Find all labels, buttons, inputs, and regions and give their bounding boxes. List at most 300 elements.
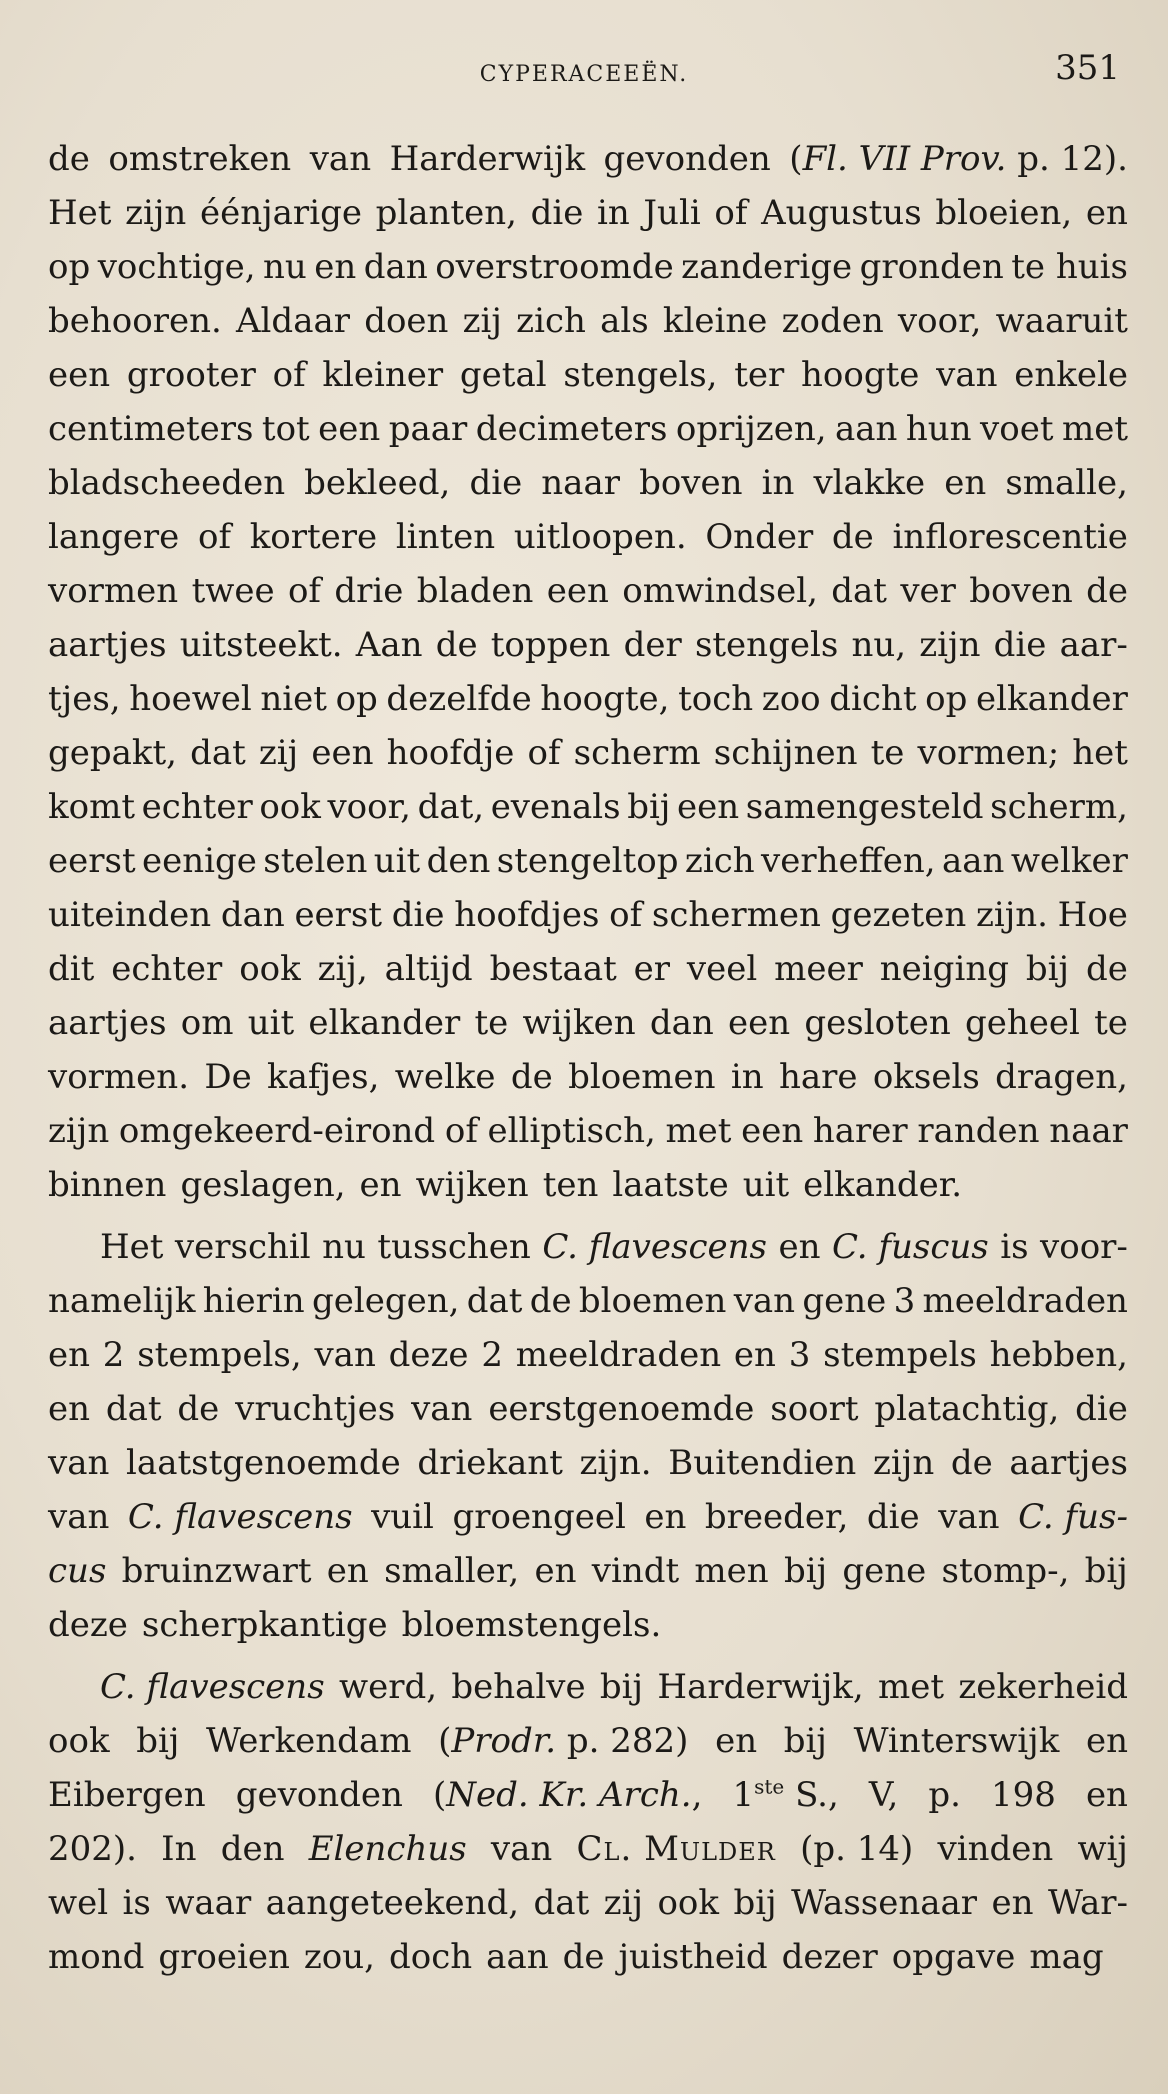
- word: bij: [733, 1883, 777, 1923]
- text-line: [48, 1660, 1128, 1714]
- word: of: [714, 193, 748, 233]
- word: gepakt,: [48, 733, 177, 773]
- word: behalve: [451, 1667, 586, 1707]
- word: dicht: [829, 679, 917, 719]
- word: eerstgenoemde: [488, 1389, 755, 1429]
- word: C. flavescens: [100, 1667, 325, 1707]
- word: dat,: [417, 787, 485, 827]
- word: de: [435, 625, 478, 665]
- word: ook: [48, 1721, 110, 1761]
- word: in: [761, 463, 795, 503]
- word: de: [48, 139, 90, 179]
- word: bruinzwart: [121, 1551, 312, 1591]
- word: bij: [627, 787, 671, 827]
- word: uit: [247, 1003, 295, 1043]
- word: die: [530, 193, 584, 233]
- word: Juli: [643, 193, 701, 233]
- word: dat: [190, 733, 246, 773]
- text-line: [48, 1382, 1128, 1436]
- word: vormen.: [48, 1057, 189, 1097]
- text-line: [48, 1050, 1128, 1104]
- word: te: [1094, 1003, 1128, 1043]
- word: of: [272, 355, 306, 395]
- word: omstreken: [108, 139, 292, 179]
- word: bij: [783, 1551, 828, 1591]
- word: verschil: [174, 1227, 311, 1267]
- word: aartjes: [48, 1003, 167, 1043]
- word: omgekeerd-eirond: [118, 1111, 436, 1151]
- word: uit: [373, 841, 421, 881]
- word: stempels: [823, 1335, 977, 1375]
- body-text: [48, 132, 1128, 1984]
- word: voor,: [897, 301, 982, 341]
- word: die: [993, 625, 1047, 665]
- word: vruchtjes: [235, 1389, 396, 1429]
- word: Buitendien: [668, 1443, 857, 1483]
- word: V,: [868, 1775, 899, 1815]
- word: uiteinden: [48, 895, 212, 935]
- word: aangeteekend,: [265, 1883, 520, 1923]
- word: en: [644, 1497, 687, 1537]
- word: Aldaar: [236, 301, 350, 341]
- text-line: [48, 564, 1128, 618]
- word: namelijk: [48, 1281, 196, 1321]
- word: hoogte,: [540, 679, 670, 719]
- word: War-: [1047, 1883, 1128, 1923]
- running-title: CYPERACEEËN.: [479, 62, 689, 87]
- word: vuil: [371, 1497, 434, 1537]
- word: een: [546, 571, 609, 611]
- word: Eibergen: [48, 1775, 206, 1815]
- word: en: [1085, 193, 1128, 233]
- word: zijn.: [975, 895, 1048, 935]
- text-line: [48, 348, 1128, 402]
- word: van: [938, 1497, 1000, 1537]
- word: kleiner: [322, 355, 444, 395]
- word: planten,: [375, 193, 517, 233]
- word: voor,: [327, 787, 411, 827]
- word: meeldraden: [515, 1335, 722, 1375]
- word: en: [359, 1165, 402, 1205]
- word: is: [1000, 1227, 1029, 1267]
- word: bekleed,: [304, 463, 451, 503]
- word: overstroomde: [435, 247, 674, 287]
- word: gezeten: [830, 895, 967, 935]
- word: op: [335, 679, 378, 719]
- text-line: [48, 996, 1128, 1050]
- text-line: [48, 402, 1128, 456]
- word: voet: [980, 409, 1054, 449]
- word: om: [180, 1003, 234, 1043]
- paragraph: [48, 1220, 1128, 1652]
- word: zoo: [761, 679, 821, 719]
- word: en: [48, 1389, 91, 1429]
- word: hebben,: [989, 1335, 1128, 1375]
- word: Het: [48, 193, 112, 233]
- text-line: [48, 834, 1128, 888]
- word: Werkendam: [206, 1721, 412, 1761]
- word: boven: [639, 463, 743, 503]
- text-line: [48, 1768, 1128, 1822]
- word: (Prodr. p. 282): [438, 1721, 689, 1761]
- word: binnen: [48, 1165, 167, 1205]
- word: als: [600, 301, 649, 341]
- word: uit: [742, 1165, 790, 1205]
- word: breeder,: [704, 1497, 849, 1537]
- word: Onder: [705, 517, 814, 557]
- word: en: [534, 1551, 577, 1591]
- text-line: [48, 780, 1128, 834]
- word: welker: [1010, 841, 1128, 881]
- word: laatstgenoemde: [126, 1443, 401, 1483]
- word: te: [474, 1003, 509, 1043]
- word: oprijzen,: [675, 409, 827, 449]
- word: de: [1086, 571, 1128, 611]
- word: bloemen: [568, 1057, 716, 1097]
- word: van: [48, 1443, 110, 1483]
- word: of: [197, 517, 232, 557]
- word: zij,: [317, 949, 368, 989]
- word: een: [318, 409, 381, 449]
- word: scherm,: [990, 787, 1128, 827]
- word: ook: [259, 787, 321, 827]
- word: waar: [165, 1883, 252, 1923]
- word: ter: [734, 355, 785, 395]
- word: welke: [394, 1057, 496, 1097]
- word: (Fl. VII Prov. p. 12).: [789, 139, 1128, 179]
- word: met: [1061, 409, 1128, 449]
- word: een: [48, 355, 111, 395]
- word: 3: [788, 1335, 811, 1375]
- word: hierin: [202, 1281, 305, 1321]
- word: dan: [363, 247, 428, 287]
- word: zij: [603, 1883, 644, 1923]
- word: en: [314, 247, 357, 287]
- text-line: [48, 1822, 1128, 1876]
- word: aan: [486, 1937, 549, 1977]
- text-line: [48, 672, 1128, 726]
- word: 2: [102, 1335, 125, 1375]
- word: of: [287, 571, 321, 611]
- word: boven: [969, 571, 1073, 611]
- word: bij: [783, 1721, 827, 1761]
- word: ook: [239, 949, 301, 989]
- word: mag: [1029, 1937, 1104, 1977]
- text-line: [48, 726, 1128, 780]
- word: zijn: [919, 625, 981, 665]
- word: deze: [388, 1335, 469, 1375]
- word: schermen: [651, 895, 821, 935]
- word: die: [1075, 1389, 1128, 1429]
- word: vindt: [591, 1551, 680, 1591]
- word: driekant: [417, 1443, 563, 1483]
- text-line: [48, 1220, 1128, 1274]
- word: bij: [136, 1721, 180, 1761]
- text-line: [48, 1876, 1128, 1930]
- word: getal: [459, 355, 547, 395]
- word: (p. 14): [800, 1829, 914, 1869]
- word: hoofdje: [386, 733, 515, 773]
- word: Augustus: [761, 193, 922, 233]
- word: inflorescentie: [892, 517, 1128, 557]
- text-line: [48, 1490, 1128, 1544]
- word: 2: [481, 1335, 503, 1375]
- word: evenals: [490, 787, 621, 827]
- word: hare: [778, 1057, 858, 1097]
- word: toch: [678, 679, 754, 719]
- word: gesloten: [804, 1003, 951, 1043]
- word: of: [444, 1111, 478, 1151]
- word: C. fuscus: [831, 1227, 989, 1267]
- word: naar: [541, 463, 620, 503]
- word: stempels,: [137, 1335, 302, 1375]
- word: C. flavescens: [127, 1497, 353, 1537]
- word: en: [48, 1335, 91, 1375]
- word: van: [936, 355, 998, 395]
- word: de: [562, 1937, 605, 1977]
- word: een: [728, 1003, 791, 1043]
- word: bloemen: [578, 1281, 727, 1321]
- word: hun: [905, 409, 972, 449]
- word: zijn: [48, 1111, 110, 1151]
- word: eenige: [141, 841, 257, 881]
- word: decimeters: [475, 409, 668, 449]
- word: grooter: [126, 355, 256, 395]
- word: aartjes: [48, 625, 167, 665]
- word: aartjes: [1009, 1443, 1128, 1483]
- word: dit: [48, 949, 95, 989]
- text-line: [48, 888, 1128, 942]
- word: in: [730, 1057, 764, 1097]
- word: laatste: [612, 1165, 729, 1205]
- word: bladen: [416, 571, 534, 611]
- word: smalle,: [1005, 463, 1128, 503]
- word: aan: [942, 841, 1005, 881]
- text-line: [48, 240, 1128, 294]
- word: zoden: [781, 301, 884, 341]
- text-line: [48, 1328, 1128, 1382]
- word: in: [596, 193, 630, 233]
- word: te: [870, 733, 905, 773]
- word: behooren.: [48, 301, 222, 341]
- text-line: [48, 1274, 1128, 1328]
- word: de: [831, 517, 874, 557]
- word: komt: [48, 787, 135, 827]
- word: van: [48, 1497, 110, 1537]
- word: de: [1085, 949, 1128, 989]
- word: gronden: [859, 247, 1004, 287]
- word: omwindsel,: [622, 571, 818, 611]
- word: drie: [334, 571, 404, 611]
- word: die: [866, 1497, 920, 1537]
- word: mond: [48, 1937, 145, 1977]
- word: kortere: [249, 517, 378, 557]
- word: kleine: [662, 301, 768, 341]
- word: juistheid: [618, 1937, 768, 1977]
- word: gevonden: [235, 1775, 403, 1815]
- word: op: [925, 679, 968, 719]
- word: van: [411, 1389, 473, 1429]
- word: der: [623, 625, 682, 665]
- word: zij: [258, 733, 299, 773]
- word: en: [715, 1721, 758, 1761]
- word: vlakke: [813, 463, 926, 503]
- word: en: [1085, 1775, 1128, 1815]
- text-line: [48, 510, 1128, 564]
- word: zanderige: [681, 247, 853, 287]
- word: de: [950, 1443, 993, 1483]
- word: opgave: [891, 1937, 1016, 1977]
- word: en: [944, 463, 987, 503]
- word: In: [161, 1829, 197, 1869]
- word: men: [694, 1551, 769, 1591]
- word: Cl. Mulder: [576, 1829, 776, 1869]
- word: een: [311, 733, 374, 773]
- word: uitloopen.: [513, 517, 687, 557]
- word: p.: [928, 1775, 961, 1815]
- word: De: [204, 1057, 252, 1097]
- word: meer: [774, 949, 863, 989]
- word: vochtige,: [97, 247, 256, 287]
- word: waaruit: [995, 301, 1128, 341]
- word: bloemstengels.: [401, 1605, 662, 1645]
- word: doen: [364, 301, 449, 341]
- word: wij: [1077, 1829, 1128, 1869]
- word: bloeien,: [935, 193, 1073, 233]
- text-line: [48, 1158, 1128, 1212]
- word: te huis: [1011, 247, 1128, 287]
- word: cus: [48, 1551, 107, 1591]
- word: dan: [649, 1003, 714, 1043]
- word: vinden: [937, 1829, 1054, 1869]
- word: 198: [990, 1775, 1056, 1815]
- word: aar-: [1059, 625, 1128, 665]
- word: werd,: [338, 1667, 438, 1707]
- word: en: [733, 1335, 776, 1375]
- word: uitsteekt.: [179, 625, 343, 665]
- word: smaller,: [384, 1551, 520, 1591]
- word: die: [391, 895, 445, 935]
- word: C. fus-: [1018, 1497, 1128, 1537]
- word: verheffen,: [761, 841, 936, 881]
- word: nu: [263, 247, 307, 287]
- word: bladscheeden: [48, 463, 286, 503]
- word: van: [309, 139, 372, 179]
- word: ook: [657, 1883, 719, 1923]
- word: Hoe: [1057, 895, 1128, 935]
- word: dezer: [781, 1937, 878, 1977]
- word: randen: [917, 1111, 1040, 1151]
- word: en: [326, 1551, 369, 1591]
- word: en: [991, 1883, 1034, 1923]
- word: of: [609, 895, 643, 935]
- word: hoewel: [129, 679, 252, 719]
- text-line: [48, 186, 1128, 240]
- word: (Ned. Kr. Arch.,: [433, 1775, 703, 1815]
- text-line: [48, 1598, 1128, 1652]
- word: dat: [831, 571, 887, 611]
- word: elkander: [308, 1003, 461, 1043]
- word: wel: [48, 1883, 109, 1923]
- word: Het: [100, 1227, 164, 1267]
- text-line: [48, 942, 1128, 996]
- text-line: [48, 1544, 1128, 1598]
- word: zijn: [872, 1443, 935, 1483]
- word: de: [510, 1057, 553, 1097]
- word: echter: [141, 787, 253, 827]
- word: neiging: [879, 949, 1009, 989]
- word: niet: [260, 679, 327, 719]
- word: nu,: [851, 625, 907, 665]
- word: met: [877, 1667, 945, 1707]
- word: dezelfde: [386, 679, 532, 719]
- text-line: [48, 618, 1128, 672]
- word: twee: [191, 571, 275, 611]
- word: gene: [842, 1551, 927, 1591]
- word: altijd: [384, 949, 473, 989]
- word: bestaat: [489, 949, 617, 989]
- word: scherpkantige: [141, 1605, 388, 1645]
- text-line: [48, 1930, 1128, 1984]
- word: zich: [684, 841, 755, 881]
- word: van: [490, 1829, 553, 1869]
- word: stengels: [694, 625, 839, 665]
- word: eerst: [48, 841, 136, 881]
- word: den: [220, 1829, 285, 1869]
- word: Winterswijk: [853, 1721, 1060, 1761]
- word: meeldraden: [922, 1281, 1128, 1321]
- word: samengesteld: [745, 787, 984, 827]
- text-line: [48, 456, 1128, 510]
- word: dat: [533, 1883, 590, 1923]
- word: en: [778, 1227, 821, 1267]
- page-number: 351: [1055, 48, 1120, 88]
- word: zou,: [303, 1937, 375, 1977]
- word: groengeel: [452, 1497, 626, 1537]
- word: echter: [111, 949, 223, 989]
- word: Aan: [355, 625, 423, 665]
- word: gelegen,: [311, 1281, 460, 1321]
- word: zekerheid: [958, 1667, 1128, 1707]
- word: langere: [48, 517, 180, 557]
- word: ten: [542, 1165, 599, 1205]
- word: stomp-,: [941, 1551, 1070, 1591]
- word: harer: [812, 1111, 908, 1151]
- word: de: [177, 1389, 220, 1429]
- word: ver: [900, 571, 956, 611]
- word: van: [314, 1335, 376, 1375]
- word: de: [529, 1281, 572, 1321]
- word: Harderwijk,: [657, 1667, 864, 1707]
- word: zij: [462, 301, 502, 341]
- word: tjes,: [48, 679, 121, 719]
- word: dan: [220, 895, 285, 935]
- word: eerst: [294, 895, 383, 935]
- word: en: [1085, 1721, 1128, 1761]
- word: geheel: [964, 1003, 1080, 1043]
- word: bij: [1025, 949, 1070, 989]
- word: enkele: [1014, 355, 1128, 395]
- word: 3: [893, 1281, 916, 1321]
- word: elliptisch,: [487, 1111, 656, 1151]
- word: stengeltop: [496, 841, 679, 881]
- word: kafjes,: [267, 1057, 380, 1097]
- word: het: [1072, 733, 1128, 773]
- word: dat: [466, 1281, 523, 1321]
- word: bij: [1084, 1551, 1128, 1591]
- word: vormen;: [917, 733, 1060, 773]
- text-line: [48, 1714, 1128, 1768]
